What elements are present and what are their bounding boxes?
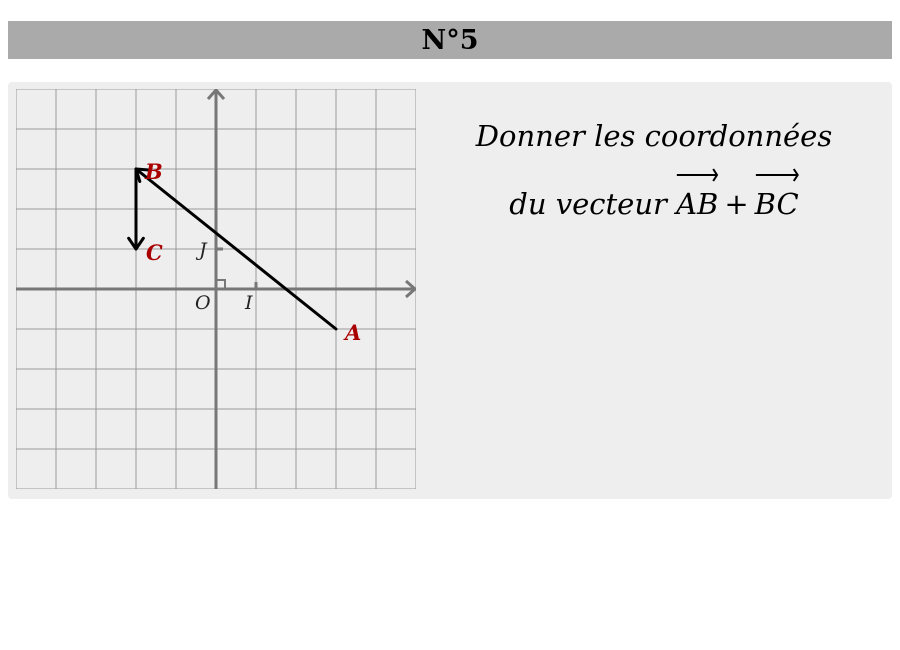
- vector-bc: [755, 180, 799, 224]
- x-unit-label: I: [245, 292, 253, 314]
- axes: [16, 90, 415, 489]
- exercise-number: N°5: [421, 24, 479, 56]
- point-label-a: A: [345, 320, 362, 345]
- figure-labels: [144, 159, 361, 345]
- vector-arrow-icon: [676, 168, 718, 182]
- exercise-header: [8, 21, 892, 59]
- vector-ab: [676, 180, 718, 224]
- vector-bc-label: BC: [754, 187, 799, 221]
- vector-ab-label: AB: [676, 187, 719, 221]
- point-label-c: C: [146, 240, 163, 265]
- coordinate-grid-figure: [16, 89, 416, 489]
- question-line-2: [448, 180, 860, 220]
- origin-label: O: [195, 292, 211, 314]
- question-text: [448, 118, 860, 220]
- vector-arrow-icon: [755, 168, 799, 182]
- plus-operator: +: [724, 187, 749, 221]
- point-label-b: B: [145, 159, 163, 184]
- exercise-panel: [8, 82, 892, 499]
- question-prefix: du vecteur: [509, 187, 677, 221]
- question-line-1: Donner les coordonnées: [475, 119, 833, 153]
- y-unit-label: J: [199, 239, 207, 261]
